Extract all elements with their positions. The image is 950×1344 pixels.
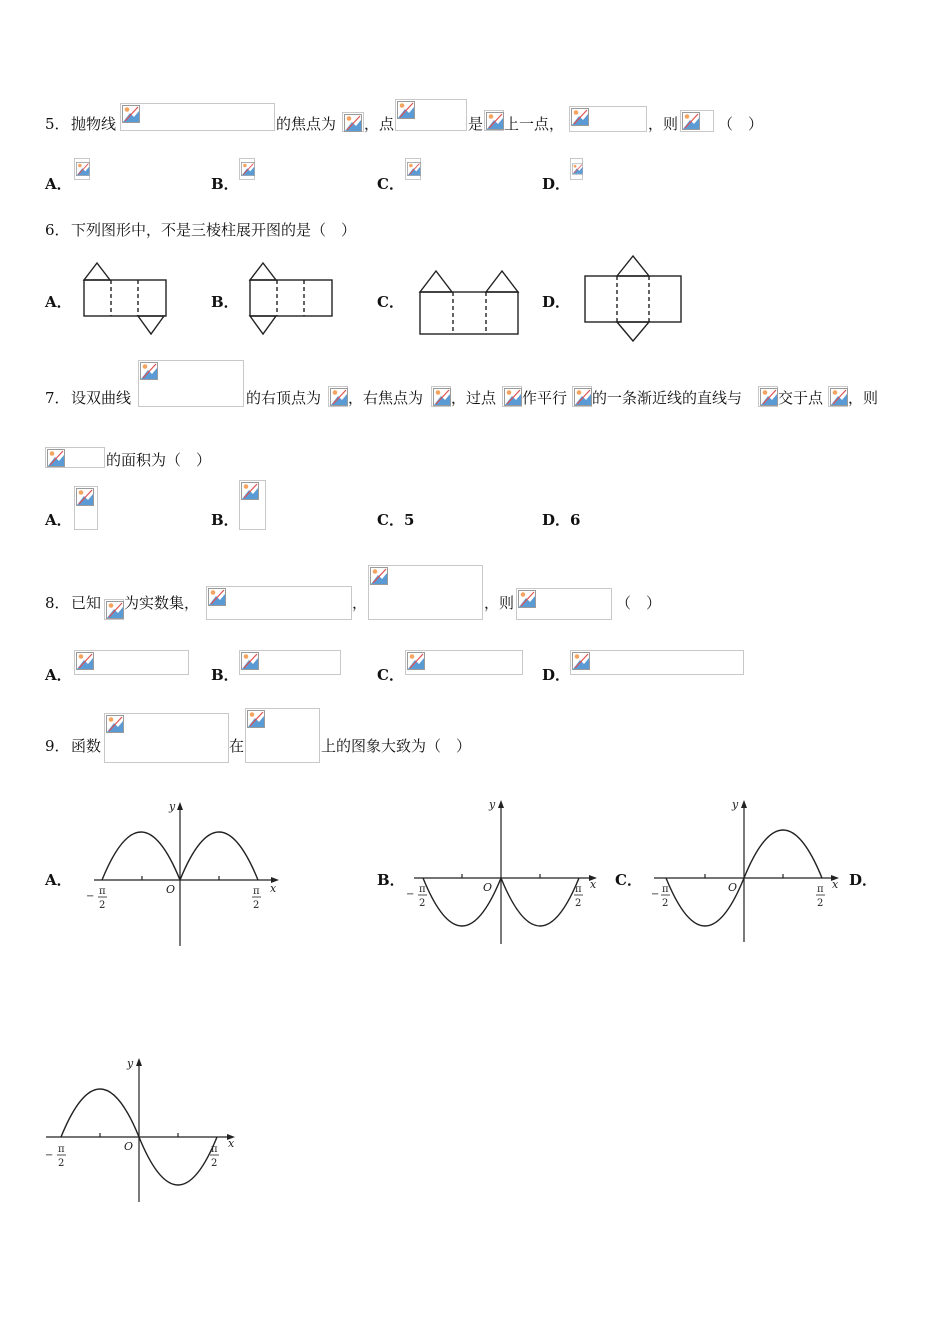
formula-image: [395, 99, 467, 131]
formula-image: [239, 158, 255, 180]
svg-text:2: 2: [419, 898, 426, 909]
broken-image-icon: [344, 114, 362, 132]
net-figure-b: [244, 258, 336, 340]
svg-text:−: −: [45, 1150, 54, 1161]
svg-text:π: π: [662, 884, 669, 895]
svg-text:x: x: [832, 878, 839, 891]
broken-image-icon: [760, 388, 778, 406]
formula-image: [45, 447, 105, 468]
formula-image: [74, 158, 90, 180]
q8-text-1: 已知: [71, 594, 102, 612]
q5-text-1: 抛物线: [71, 115, 117, 133]
formula-image: [342, 112, 364, 132]
q8-paren: （ ）: [616, 594, 662, 612]
q6-text: 下列图形中，不是三棱柱展开图的是（ ）: [71, 221, 357, 239]
svg-text:π: π: [253, 886, 260, 897]
formula-image: [104, 713, 229, 763]
q8-number: 8．: [45, 594, 70, 612]
q5-paren: （ ）: [718, 115, 764, 133]
svg-text:x: x: [590, 878, 597, 891]
q5-text-5: 上一点，: [504, 115, 565, 133]
option-d: D．: [542, 293, 571, 311]
broken-image-icon: [76, 160, 90, 178]
option-a: A．: [45, 511, 72, 529]
net-figure-d: [580, 252, 688, 346]
option-b: B．: [211, 175, 239, 193]
broken-image-icon: [208, 588, 226, 606]
formula-image: [570, 158, 583, 180]
broken-image-icon: [407, 160, 421, 178]
broken-image-icon: [830, 388, 848, 406]
svg-text:O: O: [124, 1140, 134, 1153]
formula-image: [368, 565, 483, 620]
q7-text-9: 的面积为（ ）: [106, 451, 212, 469]
q7-text-8: ，则: [848, 389, 879, 407]
q7-text-4: ，过点: [451, 389, 497, 407]
q5-number: 5．: [45, 115, 70, 133]
broken-image-icon: [106, 715, 124, 733]
formula-image: [120, 103, 275, 131]
q7-text-7: 交于点: [778, 389, 824, 407]
formula-image: [516, 588, 612, 620]
net-figure-a: [80, 258, 172, 340]
q9-text-3: 上的图象大致为（ ）: [321, 737, 472, 755]
broken-image-icon: [241, 160, 255, 178]
q5-text-2: 的焦点为: [276, 115, 337, 133]
formula-image: [239, 650, 341, 675]
svg-text:π: π: [817, 884, 824, 895]
option-c: C．: [377, 666, 404, 684]
broken-image-icon: [76, 652, 94, 670]
formula-image: [570, 650, 744, 675]
option-c: C．: [377, 293, 404, 311]
svg-text:π: π: [58, 1144, 65, 1155]
svg-text:y: y: [127, 1057, 134, 1070]
broken-image-icon: [330, 388, 348, 406]
option-b: B．: [211, 293, 239, 311]
q9-text-1: 函数: [71, 737, 102, 755]
broken-image-icon: [486, 112, 504, 130]
svg-text:π: π: [211, 1144, 218, 1155]
svg-text:−: −: [86, 891, 95, 902]
svg-text:x: x: [270, 882, 277, 895]
svg-text:−: −: [406, 889, 415, 900]
formula-image: [502, 386, 522, 407]
formula-image: [569, 106, 647, 132]
formula-image: [484, 110, 504, 131]
svg-text:O: O: [166, 883, 176, 896]
svg-text:y: y: [169, 800, 176, 813]
option-a: A．: [45, 293, 72, 311]
formula-image: [74, 650, 189, 675]
broken-image-icon: [407, 652, 425, 670]
broken-image-icon: [571, 108, 589, 126]
option-a: A．: [45, 871, 72, 889]
broken-image-icon: [106, 601, 124, 619]
q7-text-3: ，右焦点为: [348, 389, 424, 407]
formula-image: [239, 480, 266, 530]
formula-image: [572, 386, 592, 407]
formula-image: [104, 599, 124, 620]
svg-text:y: y: [732, 798, 739, 811]
formula-image: [405, 158, 421, 180]
formula-image: [328, 386, 348, 407]
option-d: D．: [849, 871, 878, 889]
option-b: B．: [377, 871, 405, 889]
option-d: D．: [542, 666, 571, 684]
svg-text:y: y: [489, 798, 496, 811]
broken-image-icon: [241, 652, 259, 670]
q8-text-4: ，则: [484, 594, 515, 612]
option-c: C．: [377, 175, 404, 193]
svg-text:2: 2: [662, 898, 669, 909]
svg-text:2: 2: [253, 900, 260, 911]
broken-image-icon: [47, 449, 65, 467]
svg-text:2: 2: [575, 898, 582, 909]
option-a: A．: [45, 175, 72, 193]
option-d: D．: [542, 175, 571, 193]
formula-image: [206, 586, 352, 620]
formula-image: [431, 386, 451, 407]
q7-text-6: 的一条渐近线的直线与: [592, 389, 743, 407]
broken-image-icon: [370, 567, 388, 585]
q6-number: 6．: [45, 221, 70, 239]
q5-text-3: ，点: [364, 115, 395, 133]
q7-text-5: 作平行: [522, 389, 568, 407]
broken-image-icon: [433, 388, 451, 406]
graph-d: [40, 1052, 245, 1207]
formula-image: [828, 386, 848, 407]
formula-image: [245, 708, 320, 763]
svg-text:π: π: [575, 884, 582, 895]
formula-image: [138, 360, 244, 407]
option-b: B．: [211, 511, 239, 529]
broken-image-icon: [572, 160, 583, 178]
broken-image-icon: [76, 488, 94, 506]
option-d: D．6: [542, 511, 581, 529]
graph-a: [80, 796, 285, 951]
q9-number: 9．: [45, 737, 70, 755]
svg-text:2: 2: [58, 1158, 65, 1169]
q9-text-2: 在: [229, 737, 245, 755]
broken-image-icon: [140, 362, 158, 380]
formula-image: [680, 110, 714, 132]
formula-image: [74, 486, 98, 530]
q5-text-4: 是: [468, 115, 484, 133]
broken-image-icon: [682, 112, 700, 130]
option-c: C．5: [377, 511, 415, 529]
q5-text-6: ，则: [648, 115, 679, 133]
graph-b: [404, 796, 609, 951]
option-a: A．: [45, 666, 72, 684]
svg-text:2: 2: [211, 1158, 218, 1169]
option-c: C．: [615, 871, 642, 889]
formula-image: [758, 386, 778, 407]
q8-text-3: ，: [352, 594, 368, 612]
q7-text-1: 设双曲线: [71, 389, 132, 407]
svg-text:2: 2: [99, 900, 106, 911]
formula-image: [405, 650, 523, 675]
option-b: B．: [211, 666, 239, 684]
svg-text:π: π: [99, 886, 106, 897]
svg-text:O: O: [483, 881, 493, 894]
broken-image-icon: [247, 710, 265, 728]
q8-text-2: 为实数集，: [124, 594, 200, 612]
broken-image-icon: [397, 101, 415, 119]
q7-text-2: 的右顶点为: [246, 389, 322, 407]
broken-image-icon: [572, 652, 590, 670]
net-figure-c: [414, 266, 524, 340]
broken-image-icon: [574, 388, 592, 406]
graph-c: [646, 796, 851, 951]
svg-text:2: 2: [817, 898, 824, 909]
broken-image-icon: [504, 388, 522, 406]
broken-image-icon: [122, 105, 140, 123]
svg-text:π: π: [419, 884, 426, 895]
broken-image-icon: [241, 482, 259, 500]
broken-image-icon: [518, 590, 536, 608]
svg-text:−: −: [651, 889, 660, 900]
q7-number: 7．: [45, 389, 70, 407]
svg-text:x: x: [228, 1137, 235, 1150]
svg-text:O: O: [728, 881, 738, 894]
